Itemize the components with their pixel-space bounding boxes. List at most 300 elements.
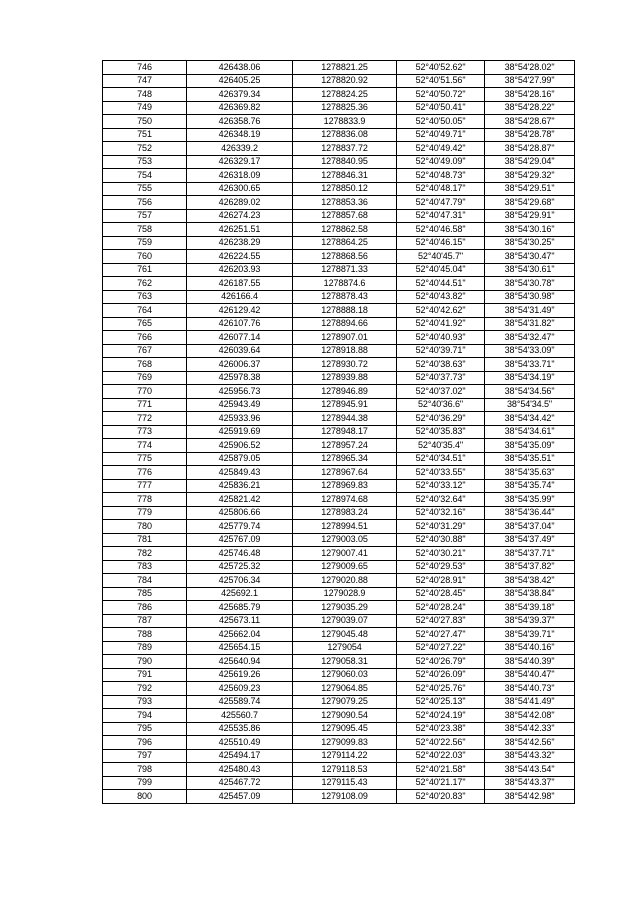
x-coordinate-cell: 426251.51 [187,223,293,237]
latitude-cell: 52°40ʹ38.63ʺ [397,358,485,372]
longitude-cell: 38°54ʹ28.78ʺ [485,128,575,142]
latitude-cell: 52°40ʹ30.88ʺ [397,533,485,547]
longitude-cell: 38°54ʹ38.84ʺ [485,587,575,601]
x-coordinate-cell: 425919.69 [187,425,293,439]
table-row [103,763,575,777]
y-coordinate-cell: 1279115.43 [293,776,397,790]
longitude-cell: 38°54ʹ30.61ʺ [485,263,575,277]
point-number-cell: 799 [103,776,187,790]
x-coordinate-cell: 426107.76 [187,317,293,331]
point-number-cell: 786 [103,601,187,615]
point-number-cell: 776 [103,466,187,480]
y-coordinate-cell: 1278853.36 [293,196,397,210]
x-coordinate-cell: 426329.17 [187,155,293,169]
table-row [103,155,575,169]
table-row [103,479,575,493]
x-coordinate-cell: 426039.64 [187,344,293,358]
table-row [103,250,575,264]
longitude-cell: 38°54ʹ37.71ʺ [485,547,575,561]
latitude-cell: 52°40ʹ26.79ʺ [397,655,485,669]
y-coordinate-cell: 1278907.01 [293,331,397,345]
table-row [103,452,575,466]
latitude-cell: 52°40ʹ28.45ʺ [397,587,485,601]
latitude-cell: 52°40ʹ32.16ʺ [397,506,485,520]
x-coordinate-cell: 425849.43 [187,466,293,480]
latitude-cell: 52°40ʹ50.72ʺ [397,88,485,102]
point-number-cell: 796 [103,736,187,750]
longitude-cell: 38°54ʹ39.18ʺ [485,601,575,615]
table-row [103,115,575,129]
latitude-cell: 52°40ʹ29.53ʺ [397,560,485,574]
point-number-cell: 757 [103,209,187,223]
latitude-cell: 52°40ʹ45.04ʺ [397,263,485,277]
table-row [103,61,575,75]
latitude-cell: 52°40ʹ42.62ʺ [397,304,485,318]
table-row [103,614,575,628]
longitude-cell: 38°54ʹ34.19ʺ [485,371,575,385]
latitude-cell: 52°40ʹ37.02ʺ [397,385,485,399]
table-row [103,668,575,682]
point-number-cell: 777 [103,479,187,493]
point-number-cell: 770 [103,385,187,399]
table-row [103,74,575,88]
y-coordinate-cell: 1278837.72 [293,142,397,156]
x-coordinate-cell: 426318.09 [187,169,293,183]
latitude-cell: 52°40ʹ44.51ʺ [397,277,485,291]
point-number-cell: 780 [103,520,187,534]
table-row [103,776,575,790]
longitude-cell: 38°54ʹ34.5ʺ [485,398,575,412]
y-coordinate-cell: 1278939.88 [293,371,397,385]
x-coordinate-cell: 425480.43 [187,763,293,777]
x-coordinate-cell: 426348.19 [187,128,293,142]
longitude-cell: 38°54ʹ33.71ʺ [485,358,575,372]
table-row [103,682,575,696]
y-coordinate-cell: 1279028.9 [293,587,397,601]
latitude-cell: 52°40ʹ47.79ʺ [397,196,485,210]
point-number-cell: 765 [103,317,187,331]
longitude-cell: 38°54ʹ29.32ʺ [485,169,575,183]
latitude-cell: 52°40ʹ22.03ʺ [397,749,485,763]
y-coordinate-cell: 1279108.09 [293,790,397,804]
latitude-cell: 52°40ʹ34.51ʺ [397,452,485,466]
x-coordinate-cell: 426129.42 [187,304,293,318]
y-coordinate-cell: 1279035.29 [293,601,397,615]
y-coordinate-cell: 1278878.43 [293,290,397,304]
latitude-cell: 52°40ʹ45.7ʺ [397,250,485,264]
table-row [103,101,575,115]
latitude-cell: 52°40ʹ21.58ʺ [397,763,485,777]
longitude-cell: 38°54ʹ39.71ʺ [485,628,575,642]
y-coordinate-cell: 1278918.88 [293,344,397,358]
latitude-cell: 52°40ʹ46.15ʺ [397,236,485,250]
latitude-cell: 52°40ʹ41.92ʺ [397,317,485,331]
longitude-cell: 38°54ʹ43.32ʺ [485,749,575,763]
point-number-cell: 753 [103,155,187,169]
table-row [103,655,575,669]
point-number-cell: 788 [103,628,187,642]
x-coordinate-cell: 425673.11 [187,614,293,628]
table-row [103,506,575,520]
point-number-cell: 782 [103,547,187,561]
point-number-cell: 764 [103,304,187,318]
longitude-cell: 38°54ʹ31.82ʺ [485,317,575,331]
table-row [103,304,575,318]
point-number-cell: 775 [103,452,187,466]
point-number-cell: 762 [103,277,187,291]
table-row [103,533,575,547]
latitude-cell: 52°40ʹ46.58ʺ [397,223,485,237]
x-coordinate-cell: 425956.73 [187,385,293,399]
table-row [103,358,575,372]
latitude-cell: 52°40ʹ32.64ʺ [397,493,485,507]
x-coordinate-cell: 425978.38 [187,371,293,385]
latitude-cell: 52°40ʹ20.83ʺ [397,790,485,804]
latitude-cell: 52°40ʹ33.12ʺ [397,479,485,493]
y-coordinate-cell: 1278868.56 [293,250,397,264]
point-number-cell: 783 [103,560,187,574]
x-coordinate-cell: 425609.23 [187,682,293,696]
point-number-cell: 784 [103,574,187,588]
x-coordinate-cell: 425943.49 [187,398,293,412]
point-number-cell: 790 [103,655,187,669]
point-number-cell: 767 [103,344,187,358]
y-coordinate-cell: 1279095.45 [293,722,397,736]
table-row [103,142,575,156]
x-coordinate-cell: 425933.96 [187,412,293,426]
y-coordinate-cell: 1278820.92 [293,74,397,88]
y-coordinate-cell: 1278945.91 [293,398,397,412]
point-number-cell: 747 [103,74,187,88]
table-row [103,641,575,655]
table-row [103,628,575,642]
table-row [103,344,575,358]
longitude-cell: 38°54ʹ28.02ʺ [485,61,575,75]
longitude-cell: 38°54ʹ40.16ʺ [485,641,575,655]
x-coordinate-cell: 425654.15 [187,641,293,655]
point-number-cell: 758 [103,223,187,237]
latitude-cell: 52°40ʹ21.17ʺ [397,776,485,790]
point-number-cell: 800 [103,790,187,804]
table-row [103,169,575,183]
latitude-cell: 52°40ʹ24.19ʺ [397,709,485,723]
x-coordinate-cell: 426224.55 [187,250,293,264]
latitude-cell: 52°40ʹ26.09ʺ [397,668,485,682]
x-coordinate-cell: 425619.26 [187,668,293,682]
x-coordinate-cell: 425906.52 [187,439,293,453]
y-coordinate-cell: 1278871.33 [293,263,397,277]
longitude-cell: 38°54ʹ43.37ʺ [485,776,575,790]
point-number-cell: 773 [103,425,187,439]
x-coordinate-cell: 426006.37 [187,358,293,372]
latitude-cell: 52°40ʹ49.42ʺ [397,142,485,156]
table-row [103,88,575,102]
latitude-cell: 52°40ʹ39.71ʺ [397,344,485,358]
longitude-cell: 38°54ʹ42.08ʺ [485,709,575,723]
longitude-cell: 38°54ʹ38.42ʺ [485,574,575,588]
y-coordinate-cell: 1279114.22 [293,749,397,763]
latitude-cell: 52°40ʹ37.73ʺ [397,371,485,385]
table-row [103,209,575,223]
longitude-cell: 38°54ʹ40.39ʺ [485,655,575,669]
y-coordinate-cell: 1278824.25 [293,88,397,102]
y-coordinate-cell: 1278846.31 [293,169,397,183]
x-coordinate-cell: 426238.29 [187,236,293,250]
latitude-cell: 52°40ʹ35.83ʺ [397,425,485,439]
x-coordinate-cell: 425494.17 [187,749,293,763]
latitude-cell: 52°40ʹ28.24ʺ [397,601,485,615]
longitude-cell: 38°54ʹ29.51ʺ [485,182,575,196]
longitude-cell: 38°54ʹ42.56ʺ [485,736,575,750]
latitude-cell: 52°40ʹ48.73ʺ [397,169,485,183]
longitude-cell: 38°54ʹ35.99ʺ [485,493,575,507]
x-coordinate-cell: 426300.65 [187,182,293,196]
y-coordinate-cell: 1279060.03 [293,668,397,682]
longitude-cell: 38°54ʹ30.16ʺ [485,223,575,237]
table-row [103,574,575,588]
longitude-cell: 38°54ʹ28.16ʺ [485,88,575,102]
longitude-cell: 38°54ʹ39.37ʺ [485,614,575,628]
x-coordinate-cell: 426203.93 [187,263,293,277]
y-coordinate-cell: 1278850.12 [293,182,397,196]
table-row [103,128,575,142]
point-number-cell: 751 [103,128,187,142]
y-coordinate-cell: 1279003.05 [293,533,397,547]
longitude-cell: 38°54ʹ37.04ʺ [485,520,575,534]
latitude-cell: 52°40ʹ33.55ʺ [397,466,485,480]
y-coordinate-cell: 1278944.38 [293,412,397,426]
y-coordinate-cell: 1278825.36 [293,101,397,115]
longitude-cell: 38°54ʹ40.73ʺ [485,682,575,696]
x-coordinate-cell: 426289.02 [187,196,293,210]
latitude-cell: 52°40ʹ36.6ʺ [397,398,485,412]
table-row [103,695,575,709]
y-coordinate-cell: 1278833.9 [293,115,397,129]
x-coordinate-cell: 425706.34 [187,574,293,588]
point-number-cell: 763 [103,290,187,304]
latitude-cell: 52°40ʹ27.83ʺ [397,614,485,628]
table-row [103,398,575,412]
y-coordinate-cell: 1279009.65 [293,560,397,574]
point-number-cell: 754 [103,169,187,183]
y-coordinate-cell: 1278969.83 [293,479,397,493]
table-row [103,331,575,345]
latitude-cell: 52°40ʹ52.62ʺ [397,61,485,75]
x-coordinate-cell: 425879.05 [187,452,293,466]
y-coordinate-cell: 1278857.68 [293,209,397,223]
y-coordinate-cell: 1278994.51 [293,520,397,534]
y-coordinate-cell: 1278983.24 [293,506,397,520]
table-row [103,277,575,291]
latitude-cell: 52°40ʹ50.05ʺ [397,115,485,129]
longitude-cell: 38°54ʹ37.49ʺ [485,533,575,547]
table-row [103,182,575,196]
longitude-cell: 38°54ʹ28.67ʺ [485,115,575,129]
x-coordinate-cell: 425746.48 [187,547,293,561]
x-coordinate-cell: 425560.7 [187,709,293,723]
point-number-cell: 769 [103,371,187,385]
latitude-cell: 52°40ʹ50.41ʺ [397,101,485,115]
table-row [103,709,575,723]
x-coordinate-cell: 425589.74 [187,695,293,709]
table-row [103,385,575,399]
point-number-cell: 756 [103,196,187,210]
y-coordinate-cell: 1279020.88 [293,574,397,588]
longitude-cell: 38°54ʹ30.25ʺ [485,236,575,250]
x-coordinate-cell: 426077.14 [187,331,293,345]
longitude-cell: 38°54ʹ36.44ʺ [485,506,575,520]
longitude-cell: 38°54ʹ28.87ʺ [485,142,575,156]
x-coordinate-cell: 426405.25 [187,74,293,88]
latitude-cell: 52°40ʹ22.56ʺ [397,736,485,750]
point-number-cell: 750 [103,115,187,129]
longitude-cell: 38°54ʹ35.51ʺ [485,452,575,466]
point-number-cell: 759 [103,236,187,250]
longitude-cell: 38°54ʹ42.33ʺ [485,722,575,736]
point-number-cell: 795 [103,722,187,736]
longitude-cell: 38°54ʹ34.56ʺ [485,385,575,399]
table-row [103,601,575,615]
y-coordinate-cell: 1278836.08 [293,128,397,142]
x-coordinate-cell: 425767.09 [187,533,293,547]
table-row [103,290,575,304]
y-coordinate-cell: 1279064.85 [293,682,397,696]
point-number-cell: 766 [103,331,187,345]
table-row [103,520,575,534]
latitude-cell: 52°40ʹ48.17ʺ [397,182,485,196]
y-coordinate-cell: 1278821.25 [293,61,397,75]
point-number-cell: 772 [103,412,187,426]
table-row [103,371,575,385]
longitude-cell: 38°54ʹ29.04ʺ [485,155,575,169]
y-coordinate-cell: 1278840.95 [293,155,397,169]
table-row [103,587,575,601]
longitude-cell: 38°54ʹ34.61ʺ [485,425,575,439]
y-coordinate-cell: 1278864.25 [293,236,397,250]
point-number-cell: 749 [103,101,187,115]
table-row [103,196,575,210]
table-row [103,317,575,331]
latitude-cell: 52°40ʹ28.91ʺ [397,574,485,588]
table-row [103,439,575,453]
latitude-cell: 52°40ʹ27.47ʺ [397,628,485,642]
point-number-cell: 779 [103,506,187,520]
y-coordinate-cell: 1278874.6 [293,277,397,291]
table-row [103,263,575,277]
y-coordinate-cell: 1279045.48 [293,628,397,642]
y-coordinate-cell: 1279079.25 [293,695,397,709]
y-coordinate-cell: 1278888.18 [293,304,397,318]
y-coordinate-cell: 1278974.68 [293,493,397,507]
latitude-cell: 52°40ʹ49.09ʺ [397,155,485,169]
point-number-cell: 797 [103,749,187,763]
latitude-cell: 52°40ʹ51.56ʺ [397,74,485,88]
y-coordinate-cell: 1279058.31 [293,655,397,669]
x-coordinate-cell: 425806.66 [187,506,293,520]
y-coordinate-cell: 1279099.83 [293,736,397,750]
table-row [103,466,575,480]
point-number-cell: 791 [103,668,187,682]
table-row [103,790,575,804]
point-number-cell: 789 [103,641,187,655]
table-row [103,425,575,439]
point-number-cell: 792 [103,682,187,696]
y-coordinate-cell: 1278930.72 [293,358,397,372]
longitude-cell: 38°54ʹ30.98ʺ [485,290,575,304]
y-coordinate-cell: 1278862.58 [293,223,397,237]
y-coordinate-cell: 1278948.17 [293,425,397,439]
y-coordinate-cell: 1278894.66 [293,317,397,331]
latitude-cell: 52°40ʹ25.13ʺ [397,695,485,709]
latitude-cell: 52°40ʹ23.38ʺ [397,722,485,736]
x-coordinate-cell: 426166.4 [187,290,293,304]
longitude-cell: 38°54ʹ28.22ʺ [485,101,575,115]
latitude-cell: 52°40ʹ49.71ʺ [397,128,485,142]
x-coordinate-cell: 425685.79 [187,601,293,615]
table-row [103,236,575,250]
x-coordinate-cell: 425535.86 [187,722,293,736]
longitude-cell: 38°54ʹ41.49ʺ [485,695,575,709]
x-coordinate-cell: 425779.74 [187,520,293,534]
x-coordinate-cell: 425821.42 [187,493,293,507]
x-coordinate-cell: 425725.32 [187,560,293,574]
latitude-cell: 52°40ʹ36.29ʺ [397,412,485,426]
point-number-cell: 787 [103,614,187,628]
longitude-cell: 38°54ʹ31.49ʺ [485,304,575,318]
x-coordinate-cell: 425640.94 [187,655,293,669]
latitude-cell: 52°40ʹ43.82ʺ [397,290,485,304]
longitude-cell: 38°54ʹ37.82ʺ [485,560,575,574]
y-coordinate-cell: 1278967.64 [293,466,397,480]
latitude-cell: 52°40ʹ31.29ʺ [397,520,485,534]
table-row [103,722,575,736]
table-row [103,547,575,561]
point-number-cell: 794 [103,709,187,723]
y-coordinate-cell: 1279054 [293,641,397,655]
longitude-cell: 38°54ʹ40.47ʺ [485,668,575,682]
x-coordinate-cell: 425467.72 [187,776,293,790]
point-number-cell: 746 [103,61,187,75]
table-row [103,223,575,237]
longitude-cell: 38°54ʹ27.99ʺ [485,74,575,88]
latitude-cell: 52°40ʹ40.93ʺ [397,331,485,345]
y-coordinate-cell: 1278957.24 [293,439,397,453]
x-coordinate-cell: 425836.21 [187,479,293,493]
table-row [103,493,575,507]
point-number-cell: 793 [103,695,187,709]
y-coordinate-cell: 1279118.53 [293,763,397,777]
longitude-cell: 38°54ʹ42.98ʺ [485,790,575,804]
point-number-cell: 761 [103,263,187,277]
latitude-cell: 52°40ʹ30.21ʺ [397,547,485,561]
latitude-cell: 52°40ʹ25.76ʺ [397,682,485,696]
x-coordinate-cell: 425510.49 [187,736,293,750]
coordinates-table [102,60,575,804]
longitude-cell: 38°54ʹ35.74ʺ [485,479,575,493]
y-coordinate-cell: 1278946.89 [293,385,397,399]
longitude-cell: 38°54ʹ33.09ʺ [485,344,575,358]
table-row [103,749,575,763]
x-coordinate-cell: 426358.76 [187,115,293,129]
x-coordinate-cell: 426187.55 [187,277,293,291]
x-coordinate-cell: 425662.04 [187,628,293,642]
table-row [103,736,575,750]
table-row [103,412,575,426]
point-number-cell: 778 [103,493,187,507]
longitude-cell: 38°54ʹ30.78ʺ [485,277,575,291]
y-coordinate-cell: 1278965.34 [293,452,397,466]
point-number-cell: 774 [103,439,187,453]
